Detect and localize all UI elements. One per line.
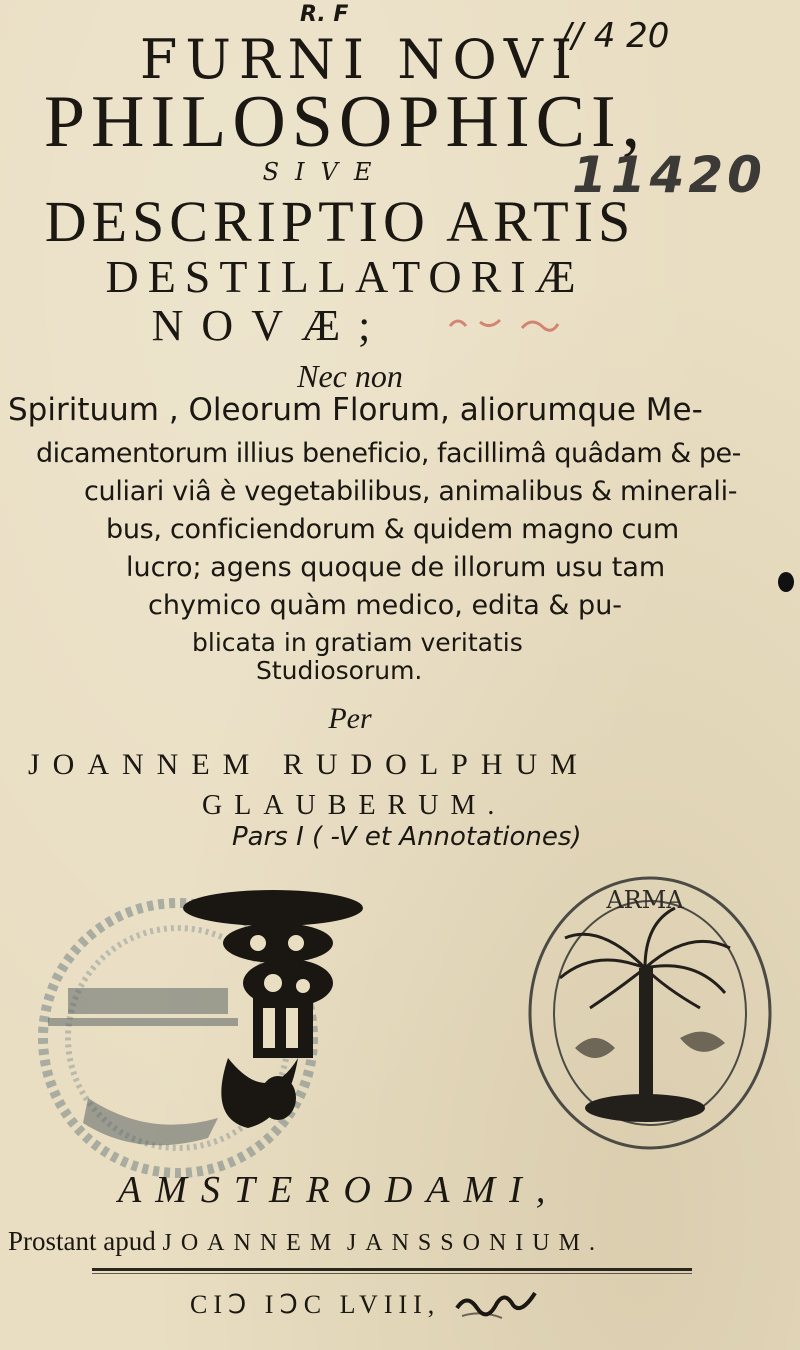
body-line-8: Studiosorum. xyxy=(256,656,423,685)
printer-device-right-icon xyxy=(515,868,785,1158)
imprint-printer-first: JOANNEM xyxy=(162,1230,341,1256)
body-line-3: culiari viâ è vegetabilibus, animalibus & minerali- xyxy=(84,476,738,507)
per-label: Per xyxy=(328,702,372,735)
imprint-year: CIↃ IↃC LVIII, xyxy=(190,1290,441,1319)
title-line-5: NOVÆ; xyxy=(151,301,389,350)
printer-device-left-icon xyxy=(28,868,368,1178)
title-line-1: FURNI NOVI xyxy=(139,28,581,91)
author-line-2: GLAUBERUM. xyxy=(202,790,507,821)
title-line-3: DESCRIPTIO ARTIS xyxy=(44,189,636,254)
handwritten-note: Pars I ( -V et Annotationes) xyxy=(232,822,582,852)
body-line-6: chymico quàm medico, edita & pu- xyxy=(148,590,623,621)
title-line-2: PHILOSOPHICI, xyxy=(43,81,647,163)
library-stamp: 11420 xyxy=(572,146,766,204)
red-ink-blot-icon xyxy=(440,308,560,338)
handwritten-signature: R. F xyxy=(300,2,349,27)
imprint-line xyxy=(8,1226,798,1257)
imprint-printer-last: JANSSONIUM. xyxy=(346,1230,604,1256)
imprint-city: AMSTERODAMI, xyxy=(118,1169,560,1211)
body-line-1: Spirituum , Oleorum Florum, aliorumque Me- xyxy=(8,392,703,428)
handwritten-shelfmark: // 4 20 xyxy=(560,16,670,56)
body-line-2: dicamentorum illius beneficio, facillimâ quâdam & pe- xyxy=(36,438,741,469)
sive-label: SIVE xyxy=(262,158,388,186)
device-motto: ARMA xyxy=(606,886,684,914)
nec-non-label: Nec non xyxy=(297,358,403,394)
title-line-4: DESTILLATORIÆ xyxy=(105,251,585,302)
ink-scrawl-icon xyxy=(452,1278,542,1328)
imprint-rule-thin xyxy=(92,1273,692,1274)
author-line-1: JOANNEM RUDOLPHUM xyxy=(28,748,590,781)
body-line-4: bus, conficiendorum & quidem magno cum xyxy=(106,514,679,545)
body-line-5: lucro; agens quoque de illorum usu tam xyxy=(126,552,666,583)
imprint-prefix: Prostant apud xyxy=(8,1226,156,1256)
body-line-7: blicata in gratiam veritatis xyxy=(192,628,523,657)
imprint-rule xyxy=(92,1268,692,1271)
ink-spot-icon xyxy=(778,572,794,592)
